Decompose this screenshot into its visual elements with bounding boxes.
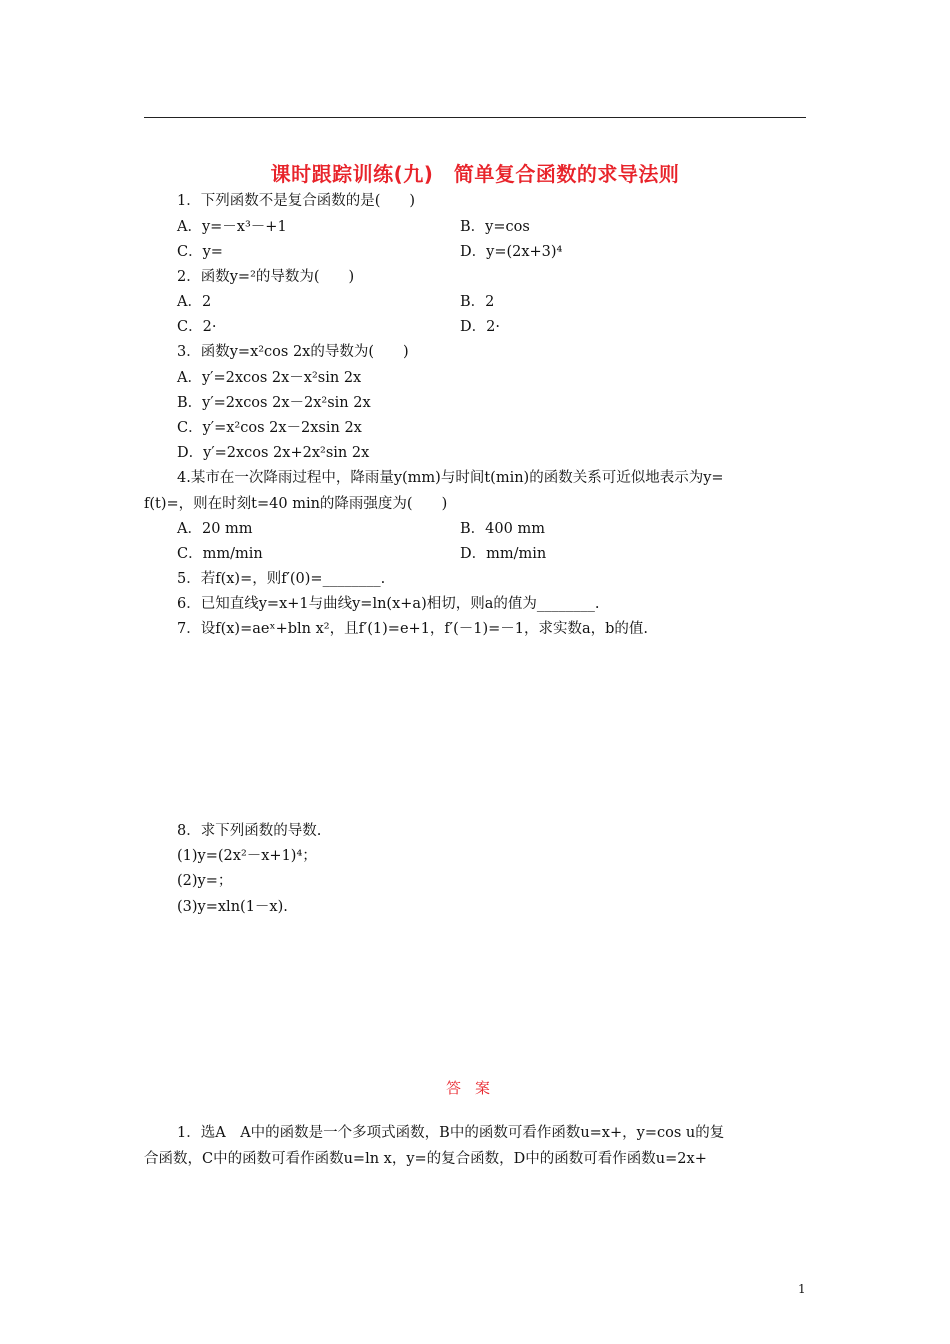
page-number: 1 <box>798 1282 806 1296</box>
question-1-option-d: D．y=(2x+3)⁴ <box>460 244 563 260</box>
question-3-option-c: C．y′=x²cos 2x－2xsin 2x <box>177 420 362 436</box>
question-8-part-1: (1)y=(2x²－x+1)⁴； <box>177 848 317 864</box>
question-3-stem: 3．函数y=x²cos 2x的导数为( ) <box>177 344 409 360</box>
question-6: 6．已知直线y=x+1与曲线y=ln(x+a)相切，则a的值为________. <box>177 596 600 612</box>
answer-1-line-2: 合函数，C中的函数可看作函数u=ln x，y=的复合函数，D中的函数可看作函数u=2x+ <box>144 1151 707 1167</box>
question-4-option-b: B．400 mm <box>460 521 545 537</box>
question-7: 7．设f(x)=aeˣ+bln x²，且f′(1)=e+1，f′(－1)=－1，求实数a，b的值. <box>177 621 649 637</box>
answer-1-line-1: 1．选A A中的函数是一个多项式函数，B中的函数可看作函数u=x+，y=cos u的复 <box>177 1125 725 1141</box>
question-8-part-3: (3)y=xln(1－x). <box>177 899 288 915</box>
question-3-option-d: D．y′=2xcos 2x+2x²sin 2x <box>177 445 370 461</box>
question-4-option-c: C．mm/min <box>177 546 263 562</box>
question-4-option-a: A．20 mm <box>177 521 253 537</box>
question-1-stem: 1．下列函数不是复合函数的是( ) <box>177 193 416 209</box>
answers-heading: 答案 <box>445 1079 504 1097</box>
page-title: 课时跟踪训练(九) 简单复合函数的求导法则 <box>270 162 680 186</box>
question-1-option-c: C．y= <box>177 244 223 260</box>
question-4-option-d: D．mm/min <box>460 546 547 562</box>
question-2-option-d: D．2· <box>460 319 500 335</box>
question-3-option-a: A．y′=2xcos 2x－x²sin 2x <box>177 370 362 386</box>
question-2-option-a: A．2 <box>177 294 212 310</box>
question-4-line-1: 4.某市在一次降雨过程中，降雨量y(mm)与时间t(min)的函数关系可近似地表示为y= <box>177 470 724 486</box>
question-5: 5．若f(x)=，则f′(0)=________. <box>177 571 386 587</box>
question-3-option-b: B．y′=2xcos 2x－2x²sin 2x <box>177 395 371 411</box>
question-2-option-c: C．2· <box>177 319 217 335</box>
question-2-option-b: B．2 <box>460 294 495 310</box>
question-1-option-a: A．y=－x³－+1 <box>177 219 287 235</box>
question-4-line-2: f(t)=，则在时刻t=40 min的降雨强度为( ) <box>144 496 448 512</box>
question-1-option-b: B．y=cos <box>460 219 530 235</box>
question-2-stem: 2．函数y=²的导数为( ) <box>177 269 355 285</box>
question-8-stem: 8．求下列函数的导数. <box>177 823 322 839</box>
question-8-part-2: (2)y=； <box>177 873 233 889</box>
header-rule <box>144 117 806 118</box>
